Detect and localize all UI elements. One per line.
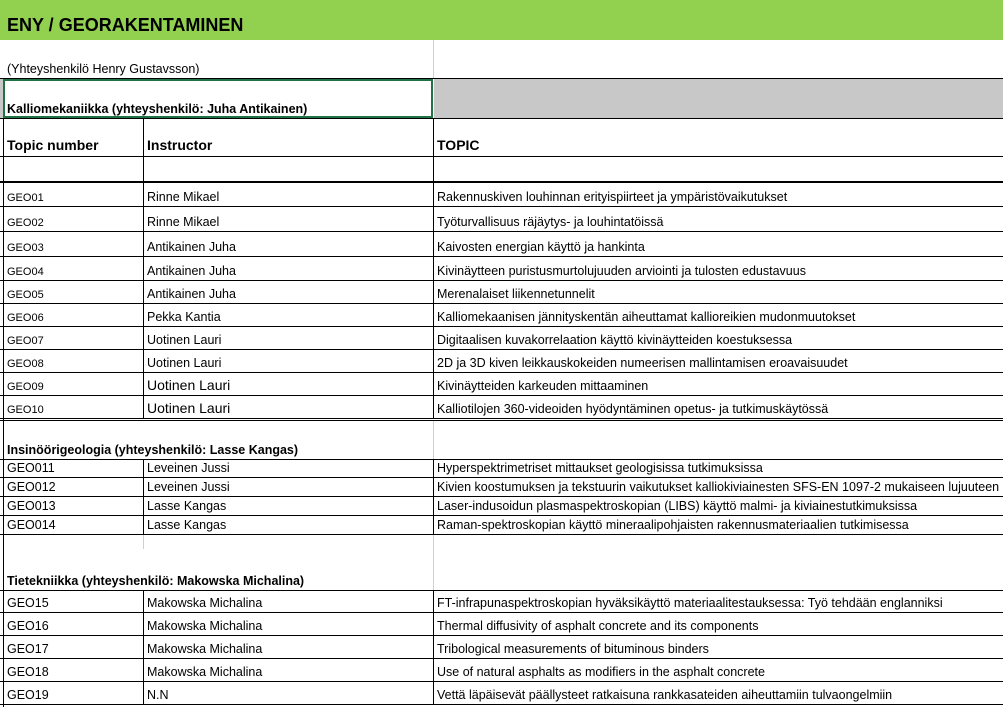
- topic-number-text: GEO07: [7, 335, 44, 347]
- topic-text: Thermal diffusivity of asphalt concrete and its components: [437, 619, 759, 633]
- topic-cell[interactable]: [433, 304, 1003, 326]
- header-instructor: Instructor: [147, 137, 213, 153]
- topic-text: Hyperspektrimetriset mittaukset geologisissa tutkimuksissa: [437, 461, 763, 475]
- instructor-cell[interactable]: [143, 304, 434, 326]
- instructor-cell[interactable]: [143, 396, 434, 418]
- table-row[interactable]: [0, 396, 1003, 419]
- table-row[interactable]: [0, 590, 1003, 613]
- instructor-text: Uotinen Lauri: [147, 400, 231, 416]
- topic-number-text: GEO012: [7, 480, 56, 494]
- header-topic-number: Topic number: [7, 137, 99, 153]
- topic-number-cell[interactable]: [3, 682, 144, 704]
- topic-cell[interactable]: [433, 281, 1003, 303]
- topic-cell[interactable]: [433, 682, 1003, 704]
- instructor-text: Rinne Mikael: [147, 215, 220, 229]
- topic-cell[interactable]: [433, 373, 1003, 395]
- table-row[interactable]: [0, 207, 1003, 232]
- topic-number-cell[interactable]: [3, 207, 144, 231]
- empty-cell[interactable]: [433, 535, 1003, 549]
- empty-cell[interactable]: [3, 535, 144, 549]
- topic-number-cell[interactable]: [3, 373, 144, 395]
- topic-text: Raman-spektroskopian käyttö mineraalipohjaisten rakennusmateriaalien tutkimisessa: [437, 518, 909, 532]
- instructor-text: Leveinen Jussi: [147, 461, 230, 475]
- topic-cell[interactable]: [433, 659, 1003, 681]
- instructor-text: Antikainen Juha: [147, 264, 236, 278]
- empty-cell[interactable]: [143, 157, 434, 181]
- topic-number-cell[interactable]: [3, 304, 144, 326]
- instructor-text: Uotinen Lauri: [147, 333, 222, 347]
- topic-cell[interactable]: [433, 232, 1003, 256]
- section-heading: Insinöörigeologia (yhteyshenkilö: Lasse Kangas): [7, 443, 299, 457]
- instructor-text: Makowska Michalina: [147, 619, 263, 633]
- selected-cell[interactable]: [3, 79, 433, 118]
- header-row: [0, 118, 1003, 157]
- instructor-cell[interactable]: [143, 183, 434, 206]
- topic-number-text: GEO17: [7, 642, 49, 656]
- header-topic: TOPIC: [437, 137, 480, 153]
- instructor-text: Uotinen Lauri: [147, 356, 222, 370]
- topic-cell[interactable]: [433, 396, 1003, 418]
- instructor-cell[interactable]: [143, 281, 434, 303]
- instructor-text: Rinne Mikael: [147, 190, 220, 204]
- topic-text: Use of natural asphalts as modifiers in the asphalt concrete: [437, 665, 765, 679]
- topic-cell[interactable]: [433, 516, 1003, 534]
- topic-cell[interactable]: [433, 327, 1003, 349]
- table-row[interactable]: [0, 459, 1003, 478]
- topic-text: Merenalaiset liikennetunnelit: [437, 287, 595, 301]
- topic-number-cell[interactable]: [3, 327, 144, 349]
- instructor-text: Leveinen Jussi: [147, 480, 230, 494]
- topic-cell[interactable]: [433, 613, 1003, 635]
- topic-cell[interactable]: [433, 460, 1003, 477]
- topic-number-cell[interactable]: [3, 183, 144, 206]
- table-row[interactable]: [0, 682, 1003, 705]
- topic-number-text: GEO19: [7, 688, 49, 702]
- topic-cell[interactable]: [433, 478, 1003, 496]
- instructor-text: Lasse Kangas: [147, 499, 227, 513]
- table-row[interactable]: [0, 478, 1003, 497]
- empty-row[interactable]: [0, 157, 1003, 182]
- topic-text: Kivien koostumuksen ja tekstuurin vaikutukset kalliokiviainesten SFS-EN 1097-2 mukaiseen lujuuteen: [437, 480, 1000, 494]
- topic-text: Kivinäytteiden karkeuden mittaaminen: [437, 379, 649, 393]
- instructor-cell[interactable]: [143, 516, 434, 534]
- topic-number-text: GEO01: [7, 192, 44, 204]
- topic-number-cell[interactable]: [3, 636, 144, 658]
- instructor-cell[interactable]: [143, 682, 434, 704]
- instructor-text: Makowska Michalina: [147, 665, 263, 679]
- topic-cell[interactable]: [433, 183, 1003, 206]
- table-row[interactable]: [0, 659, 1003, 682]
- topic-text: Digitaalisen kuvakorrelaation käyttö kivinäytteiden koestuksessa: [437, 333, 793, 347]
- table-row[interactable]: [0, 304, 1003, 327]
- instructor-text: N.N: [147, 688, 169, 702]
- topic-cell[interactable]: [433, 497, 1003, 515]
- topic-number-cell[interactable]: [3, 478, 144, 496]
- topic-text: Kalliotilojen 360-videoiden hyödyntäminen opetus- ja tutkimuskäytössä: [437, 402, 829, 416]
- topic-number-cell[interactable]: [3, 396, 144, 418]
- instructor-cell[interactable]: [143, 257, 434, 280]
- topic-number-text: GEO16: [7, 619, 49, 633]
- section-heading-row[interactable]: [0, 78, 1003, 118]
- instructor-cell[interactable]: [143, 613, 434, 635]
- instructor-text: Pekka Kantia: [147, 310, 221, 324]
- topic-cell[interactable]: [433, 636, 1003, 658]
- topic-number-cell[interactable]: [3, 591, 144, 612]
- topic-number-text: GEO09: [7, 381, 44, 393]
- section-heading-row[interactable]: [0, 420, 1003, 459]
- left-border: [3, 118, 4, 707]
- topic-cell[interactable]: [433, 350, 1003, 372]
- instructor-cell[interactable]: [143, 591, 434, 612]
- table-row[interactable]: [0, 497, 1003, 516]
- topic-text: Vettä läpäisevät päällysteet ratkaisuna rankkasateiden aiheuttamiin tulvaongelmiin: [437, 688, 893, 702]
- topic-number-cell[interactable]: [3, 497, 144, 515]
- topic-text: 2D ja 3D kiven leikkauskokeiden numeerisen mallintamisen eroavaisuudet: [437, 356, 848, 370]
- table-row[interactable]: [0, 182, 1003, 207]
- empty-cell[interactable]: [3, 157, 144, 181]
- topic-number-cell[interactable]: [3, 460, 144, 477]
- sheet-title: ENY / GEORAKENTAMINEN: [7, 15, 244, 35]
- topic-number-cell[interactable]: [3, 350, 144, 372]
- instructor-cell[interactable]: [143, 460, 434, 477]
- title-row[interactable]: [0, 0, 1003, 40]
- topic-number-text: GEO18: [7, 665, 49, 679]
- topic-number-text: GEO04: [7, 266, 44, 278]
- topic-cell[interactable]: [433, 257, 1003, 280]
- topic-number-text: GEO08: [7, 358, 44, 370]
- instructor-text: Antikainen Juha: [147, 287, 236, 301]
- topic-text: FT-infrapunaspektroskopian hyväksikäyttö materiaalitestauksessa: Työ tehdään englanniksi: [437, 596, 943, 610]
- table-row[interactable]: [0, 232, 1003, 257]
- topic-text: Kaivosten energian käyttö ja hankinta: [437, 240, 645, 254]
- table-row[interactable]: [0, 350, 1003, 373]
- table-row[interactable]: [0, 636, 1003, 659]
- topic-number-text: GEO06: [7, 312, 44, 324]
- empty-cell[interactable]: [433, 157, 1003, 181]
- topic-number-cell[interactable]: [3, 659, 144, 681]
- instructor-text: Makowska Michalina: [147, 642, 263, 656]
- topic-number-text: GEO011: [7, 461, 55, 475]
- empty-row[interactable]: [0, 535, 1003, 549]
- topic-number-cell[interactable]: [3, 257, 144, 280]
- table-row[interactable]: [0, 373, 1003, 396]
- section-heading: Tietekniikka (yhteyshenkilö: Makowska Michalina): [7, 574, 305, 588]
- instructor-cell[interactable]: [143, 207, 434, 231]
- empty-cell[interactable]: [143, 535, 434, 549]
- table-row[interactable]: [0, 516, 1003, 535]
- topic-number-text: GEO014: [7, 518, 56, 532]
- topic-number-text: GEO10: [7, 404, 44, 416]
- topic-text: Tribological measurements of bituminous binders: [437, 642, 709, 656]
- topic-number-cell[interactable]: [3, 281, 144, 303]
- instructor-text: Makowska Michalina: [147, 596, 263, 610]
- instructor-cell[interactable]: [143, 497, 434, 515]
- contact-row[interactable]: [0, 40, 1003, 78]
- instructor-text: Antikainen Juha: [147, 240, 236, 254]
- section-heading: Kalliomekaniikka (yhteyshenkilö: Juha Antikainen): [7, 102, 308, 116]
- instructor-cell[interactable]: [143, 232, 434, 256]
- section-heading-row[interactable]: [0, 549, 1003, 590]
- topic-number-cell[interactable]: [3, 613, 144, 635]
- topic-number-text: GEO013: [7, 499, 56, 513]
- instructor-cell[interactable]: [143, 659, 434, 681]
- instructor-text: Lasse Kangas: [147, 518, 227, 532]
- topic-number-text: GEO03: [7, 242, 44, 254]
- instructor-cell[interactable]: [143, 478, 434, 496]
- topic-text: Kalliomekaanisen jännityskentän aiheuttamat kallioreikien mudonmuutokset: [437, 310, 856, 324]
- topic-cell[interactable]: [433, 207, 1003, 231]
- instructor-cell[interactable]: [143, 636, 434, 658]
- instructor-cell[interactable]: [143, 350, 434, 372]
- topic-number-cell[interactable]: [3, 516, 144, 534]
- table-row[interactable]: [0, 327, 1003, 350]
- topic-text: Rakennuskiven louhinnan erityispiirteet ja ympäristövaikutukset: [437, 190, 788, 204]
- topic-text: Kivinäytteen puristusmurtolujuuden arviointi ja tulosten edustavuus: [437, 264, 806, 278]
- topic-number-text: GEO05: [7, 289, 44, 301]
- table-row[interactable]: [0, 613, 1003, 636]
- table-row[interactable]: [0, 257, 1003, 281]
- instructor-cell[interactable]: [143, 327, 434, 349]
- topic-text: Laser-indusoidun plasmaspektroskopian (LIBS) käyttö malmi- ja kiviainestutkimuksissa: [437, 499, 918, 513]
- instructor-cell[interactable]: [143, 373, 434, 395]
- instructor-text: Uotinen Lauri: [147, 377, 231, 393]
- topic-number-cell[interactable]: [3, 232, 144, 256]
- topic-number-text: GEO15: [7, 596, 49, 610]
- table-row[interactable]: [0, 281, 1003, 304]
- contact-note: (Yhteyshenkilö Henry Gustavsson): [7, 62, 200, 76]
- topic-text: Työturvallisuus räjäytys- ja louhintatöissä: [437, 215, 664, 229]
- topic-number-text: GEO02: [7, 217, 44, 229]
- topic-cell[interactable]: [433, 591, 1003, 612]
